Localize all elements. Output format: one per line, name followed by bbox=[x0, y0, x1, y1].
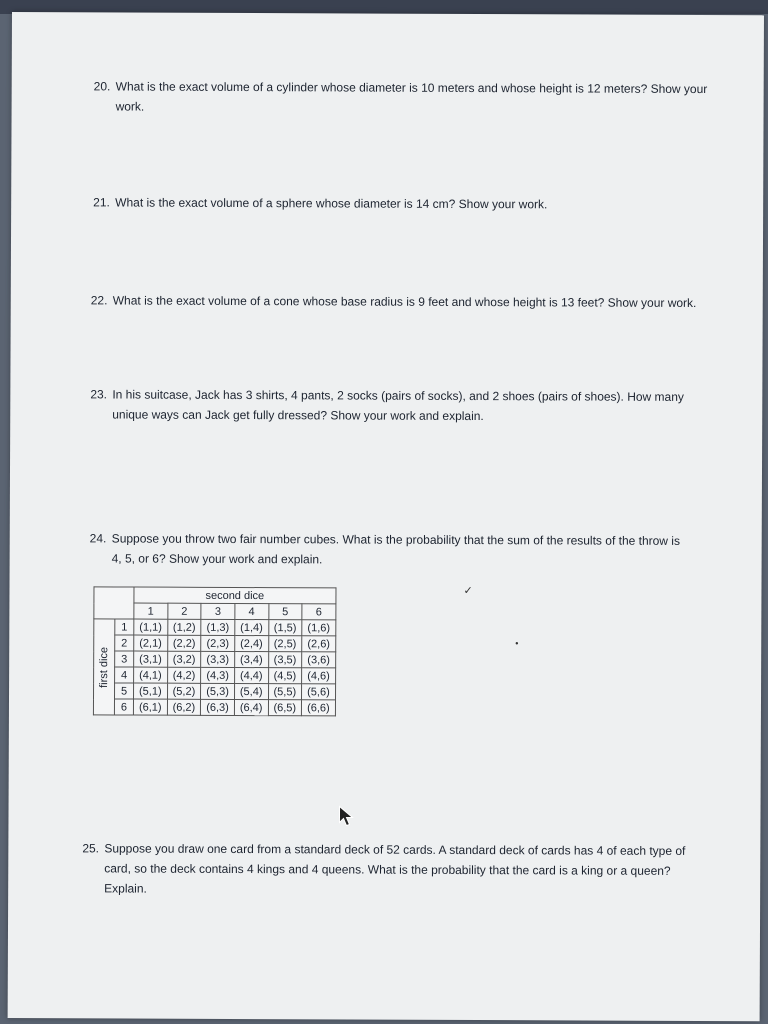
table-cell: (2,5) bbox=[268, 636, 302, 652]
table-cell: (2,3) bbox=[201, 635, 235, 651]
table-cell: (5,6) bbox=[302, 684, 336, 700]
row-header: 4 bbox=[115, 667, 134, 683]
row-header: 6 bbox=[114, 699, 133, 715]
question-text-cont: Explain. bbox=[104, 881, 147, 896]
table-cell: (1,1) bbox=[134, 619, 168, 635]
column-header: 5 bbox=[268, 604, 302, 620]
table-cell: (3,5) bbox=[268, 652, 302, 668]
column-header: 2 bbox=[167, 603, 201, 619]
table-cell: (1,6) bbox=[302, 620, 336, 636]
question-number: 22. bbox=[90, 293, 108, 308]
question-text: In his suitcase, Jack has 3 shirts, 4 pants, 2 socks (pairs of socks), and 2 shoes (pairs of shoes). How many bbox=[112, 387, 684, 404]
first-dice-header bbox=[93, 619, 114, 715]
row-header: 3 bbox=[115, 651, 134, 667]
question-20 bbox=[94, 76, 744, 119]
question-number: 21. bbox=[93, 195, 110, 210]
table-cell: (1,3) bbox=[201, 619, 235, 635]
table-cell: (4,4) bbox=[234, 667, 268, 683]
question-text: Suppose you throw two fair number cubes. What is the probability that the sum of the results of the throw is bbox=[111, 531, 681, 548]
row-header: 2 bbox=[115, 635, 134, 651]
table-cell: (5,3) bbox=[201, 683, 235, 699]
table-row bbox=[94, 683, 336, 700]
table-cell: (4,1) bbox=[134, 667, 168, 683]
table-cell: (4,2) bbox=[167, 667, 201, 683]
question-23 bbox=[90, 384, 750, 427]
stray-dot: • bbox=[515, 638, 519, 649]
question-text-cont: card, so the deck contains 4 kings and 4 queens. What is the probability that the card is a king or a queen? bbox=[104, 861, 671, 878]
question-text-cont: 4, 5, or 6? Show your work and explain. bbox=[111, 551, 323, 567]
question-text: Suppose you draw one card from a standard deck of 52 cards. A standard deck of cards has 4 of each type of bbox=[104, 841, 686, 858]
question-text: What is the exact volume of a cone whose base radius is 9 feet and whose height is 13 feet? Show your work. bbox=[112, 293, 697, 310]
question-25 bbox=[82, 838, 742, 901]
row-header: 1 bbox=[115, 619, 134, 635]
table-cell: (5,4) bbox=[234, 683, 268, 699]
question-text-cont: unique ways can Jack get fully dressed? Show your work and explain. bbox=[112, 407, 484, 424]
table-cell: (4,6) bbox=[302, 668, 336, 684]
question-24 bbox=[90, 528, 750, 571]
table-row bbox=[94, 667, 336, 684]
table-cell: (2,6) bbox=[302, 636, 336, 652]
table-corner bbox=[94, 587, 134, 619]
table-cell: (3,3) bbox=[201, 651, 235, 667]
table-cell: (3,6) bbox=[302, 652, 336, 668]
question-22 bbox=[91, 290, 751, 313]
table-cell: (6,6) bbox=[302, 700, 336, 716]
table-cell: (1,4) bbox=[235, 619, 269, 635]
column-header: 1 bbox=[134, 603, 168, 619]
question-text-cont: work. bbox=[115, 99, 145, 114]
mouse-pointer-icon bbox=[338, 805, 354, 827]
column-header: 3 bbox=[201, 603, 235, 619]
table-cell: (3,4) bbox=[235, 651, 269, 667]
first-dice-label: first dice bbox=[98, 646, 111, 688]
worksheet-page bbox=[8, 12, 764, 1021]
table-cell: (2,1) bbox=[134, 635, 168, 651]
table-row bbox=[94, 619, 336, 636]
table-cell: (6,2) bbox=[167, 699, 201, 715]
second-dice-header: second dice bbox=[134, 587, 336, 604]
table-cell: (4,5) bbox=[268, 668, 302, 684]
pencil-checkmark: ✓ bbox=[463, 584, 473, 598]
table-cell: (1,5) bbox=[268, 620, 302, 636]
question-21 bbox=[93, 192, 743, 215]
table-cell: (2,4) bbox=[235, 635, 269, 651]
table-cell: (5,2) bbox=[167, 683, 201, 699]
table-cell: (5,1) bbox=[134, 683, 168, 699]
question-text: What is the exact volume of a cylinder whose diameter is 10 meters and whose height is 12 meters? Show your bbox=[115, 79, 708, 97]
table-cell: (6,5) bbox=[268, 700, 302, 716]
table-cell: (6,1) bbox=[133, 699, 167, 715]
table-row bbox=[93, 699, 335, 716]
table-cell: (3,1) bbox=[134, 651, 168, 667]
table-row bbox=[94, 635, 336, 652]
question-number: 20. bbox=[93, 79, 111, 94]
table-row bbox=[94, 651, 336, 668]
column-header: 4 bbox=[235, 603, 269, 619]
table-cell: (5,5) bbox=[268, 684, 302, 700]
question-text: What is the exact volume of a sphere whose diameter is 14 cm? Show your work. bbox=[115, 195, 548, 212]
question-number: 25. bbox=[82, 841, 100, 856]
question-number: 23. bbox=[90, 387, 108, 402]
table-cell: (3,2) bbox=[167, 651, 201, 667]
table-cell: (2,2) bbox=[167, 635, 201, 651]
question-number: 24. bbox=[89, 531, 107, 546]
row-header: 5 bbox=[115, 683, 134, 699]
column-header: 6 bbox=[302, 604, 336, 620]
table-cell: (6,4) bbox=[234, 699, 268, 715]
table-cell: (6,3) bbox=[201, 699, 235, 715]
dice-outcomes-table bbox=[93, 586, 336, 716]
table-cell: (4,3) bbox=[201, 667, 235, 683]
table-cell: (1,2) bbox=[167, 619, 201, 635]
